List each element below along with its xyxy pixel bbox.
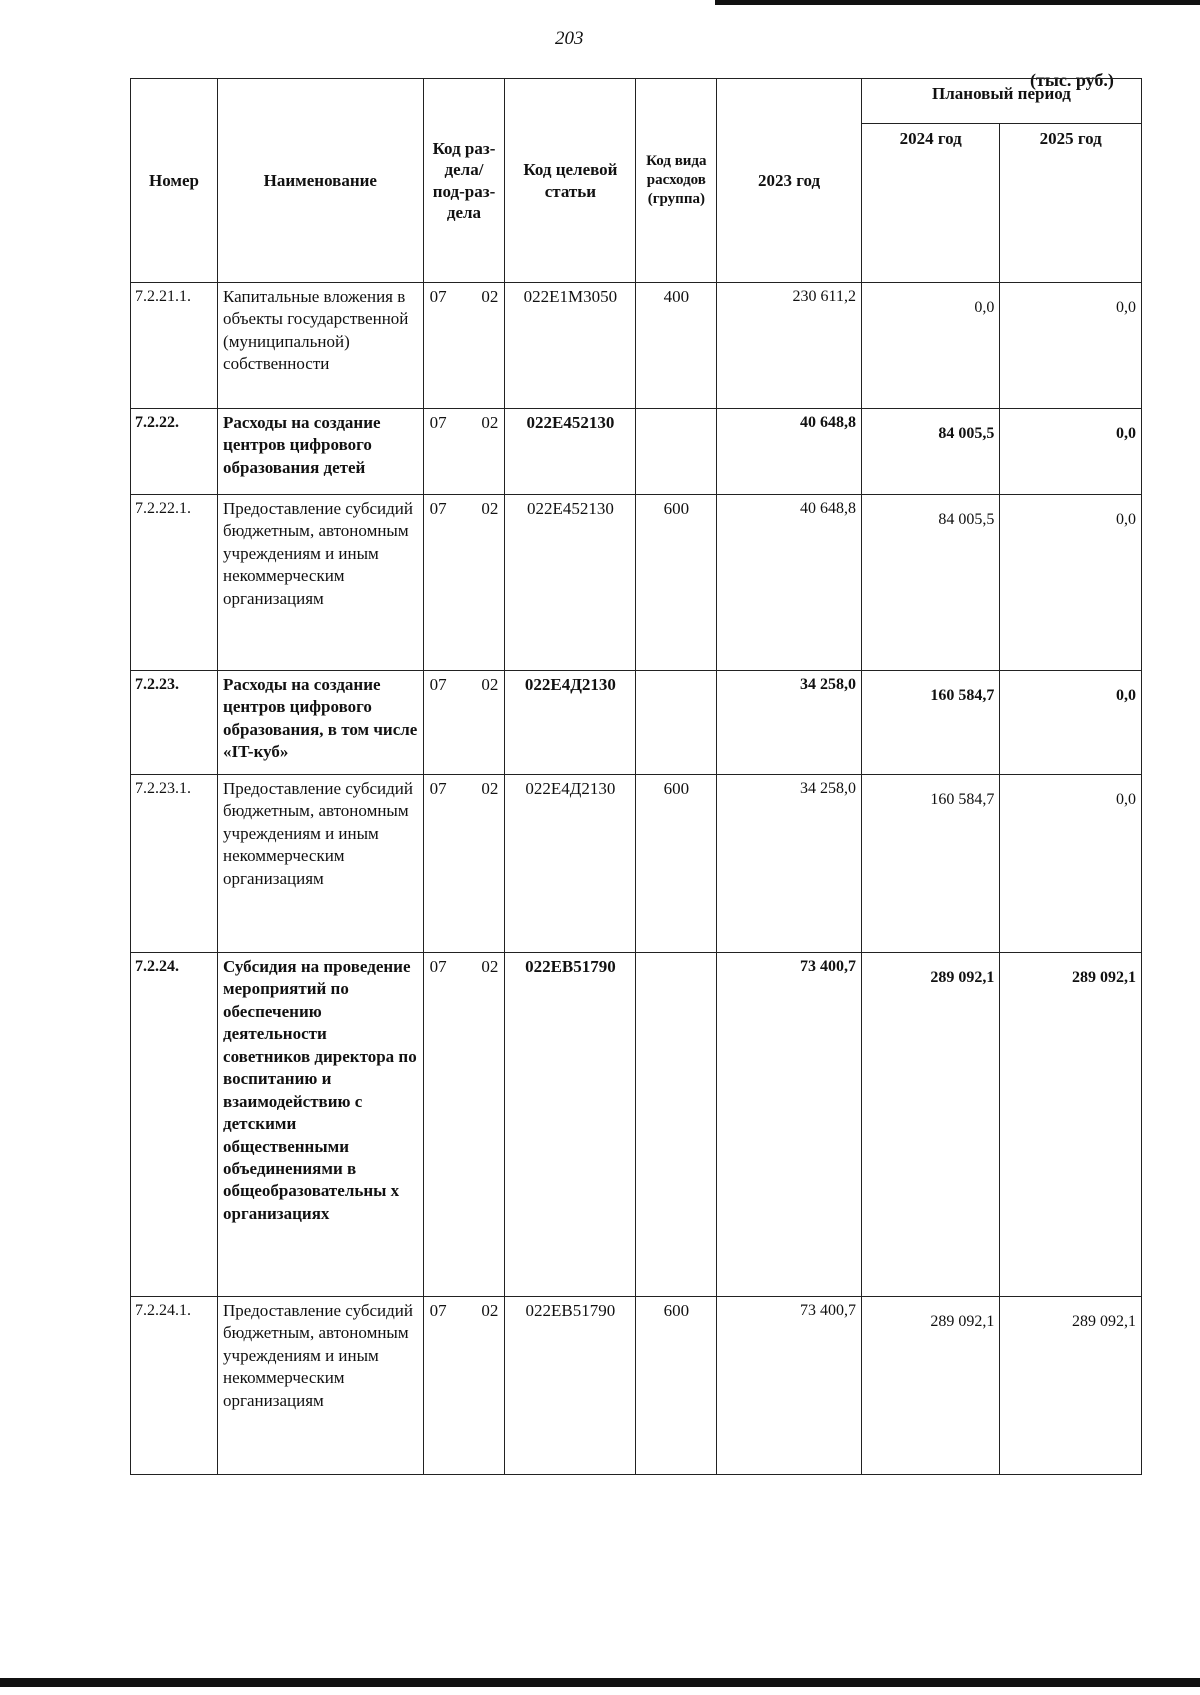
table-row — [131, 283, 1142, 409]
row-amount-2024: 84 005,5 — [861, 495, 999, 671]
row-section-code — [423, 409, 505, 495]
row-amount-2023: 230 611,2 — [717, 283, 862, 409]
row-amount-2024: 289 092,1 — [861, 1297, 999, 1475]
row-amount-2024: 0,0 — [861, 283, 999, 409]
subsection-code: 02 — [481, 675, 499, 694]
table-row — [131, 409, 1142, 495]
row-name: Капитальные вложения в объекты государственной (муниципальной) собственности — [218, 283, 424, 409]
row-amount-2023: 34 258,0 — [717, 671, 862, 775]
header-plan-period: Плановый период — [861, 79, 1141, 124]
row-number: 7.2.22.1. — [131, 495, 218, 671]
row-expense-code: 600 — [636, 1297, 717, 1475]
budget-table — [130, 78, 1142, 1475]
subsection-code: 02 — [481, 413, 499, 432]
subsection-code: 02 — [481, 1301, 499, 1320]
header-2024: 2024 год — [861, 124, 999, 283]
row-target-code: 022Е452130 — [505, 409, 636, 495]
table-row — [131, 495, 1142, 671]
bottom-scan-bar — [0, 1678, 1200, 1687]
row-amount-2023: 34 258,0 — [717, 775, 862, 953]
row-number: 7.2.23. — [131, 671, 218, 775]
row-name: Субсидия на проведение мероприятий по обеспечению деятельности советников директора по воспитанию и взаимодействию с детскими общественными объединениями в общеобразовательны х организациях — [218, 953, 424, 1297]
row-expense-code — [636, 953, 717, 1297]
row-number: 7.2.24.1. — [131, 1297, 218, 1475]
row-amount-2025: 289 092,1 — [1000, 1297, 1142, 1475]
row-number: 7.2.24. — [131, 953, 218, 1297]
row-section-code — [423, 775, 505, 953]
row-amount-2023: 40 648,8 — [717, 409, 862, 495]
row-amount-2023: 73 400,7 — [717, 1297, 862, 1475]
row-amount-2023: 73 400,7 — [717, 953, 862, 1297]
row-target-code: 022ЕВ51790 — [505, 953, 636, 1297]
row-amount-2025: 289 092,1 — [1000, 953, 1142, 1297]
header-expense: Код вида расходов (группа) — [636, 79, 717, 283]
units-label: (тыс. руб.) — [1030, 70, 1114, 90]
row-amount-2024: 160 584,7 — [861, 671, 999, 775]
table-row — [131, 775, 1142, 953]
section-code: 07 — [429, 675, 447, 694]
row-amount-2025: 0,0 — [1000, 775, 1142, 953]
subsection-code: 02 — [481, 779, 499, 798]
row-section-code — [423, 671, 505, 775]
table-row — [131, 1297, 1142, 1475]
row-name: Предоставление субсидий бюджетным, автономным учреждениям и иным некоммерческим организациям — [218, 775, 424, 953]
section-code: 07 — [429, 957, 447, 976]
section-code: 07 — [429, 413, 447, 432]
row-number: 7.2.21.1. — [131, 283, 218, 409]
row-expense-code — [636, 409, 717, 495]
row-amount-2024: 84 005,5 — [861, 409, 999, 495]
header-2025: 2025 год — [1000, 124, 1142, 283]
row-amount-2025: 0,0 — [1000, 495, 1142, 671]
row-expense-code: 600 — [636, 495, 717, 671]
row-section-code — [423, 1297, 505, 1475]
row-target-code: 022Е452130 — [505, 495, 636, 671]
row-name: Расходы на создание центров цифрового образования, в том числе «IT-куб» — [218, 671, 424, 775]
row-amount-2024: 289 092,1 — [861, 953, 999, 1297]
row-number: 7.2.23.1. — [131, 775, 218, 953]
section-code: 07 — [429, 499, 447, 518]
row-target-code: 022Е1М3050 — [505, 283, 636, 409]
page-number: 203 — [555, 28, 584, 49]
row-target-code: 022Е4Д2130 — [505, 775, 636, 953]
row-section-code — [423, 283, 505, 409]
header-number: Номер — [131, 79, 218, 283]
row-expense-code: 600 — [636, 775, 717, 953]
section-code: 07 — [429, 1301, 447, 1320]
row-amount-2024: 160 584,7 — [861, 775, 999, 953]
row-amount-2025: 0,0 — [1000, 409, 1142, 495]
row-amount-2025: 0,0 — [1000, 671, 1142, 775]
top-scan-bar — [715, 0, 1200, 5]
row-expense-code: 400 — [636, 283, 717, 409]
section-code: 07 — [429, 287, 447, 306]
subsection-code: 02 — [481, 499, 499, 518]
row-target-code: 022Е4Д2130 — [505, 671, 636, 775]
subsection-code: 02 — [481, 287, 499, 306]
row-amount-2025: 0,0 — [1000, 283, 1142, 409]
row-section-code — [423, 953, 505, 1297]
row-expense-code — [636, 671, 717, 775]
row-name: Предоставление субсидий бюджетным, автономным учреждениям и иным некоммерческим организациям — [218, 1297, 424, 1475]
row-target-code: 022ЕВ51790 — [505, 1297, 636, 1475]
row-name: Расходы на создание центров цифрового образования детей — [218, 409, 424, 495]
subsection-code: 02 — [481, 957, 499, 976]
row-name: Предоставление субсидий бюджетным, автономным учреждениям и иным некоммерческим организациям — [218, 495, 424, 671]
table-row — [131, 671, 1142, 775]
header-section: Код раз-дела/ под-раз-дела — [423, 79, 505, 283]
header-target: Код целевой статьи — [505, 79, 636, 283]
header-name: Наименование — [218, 79, 424, 283]
table-row — [131, 953, 1142, 1297]
row-number: 7.2.22. — [131, 409, 218, 495]
row-section-code — [423, 495, 505, 671]
row-amount-2023: 40 648,8 — [717, 495, 862, 671]
header-2023: 2023 год — [717, 79, 862, 283]
section-code: 07 — [429, 779, 447, 798]
